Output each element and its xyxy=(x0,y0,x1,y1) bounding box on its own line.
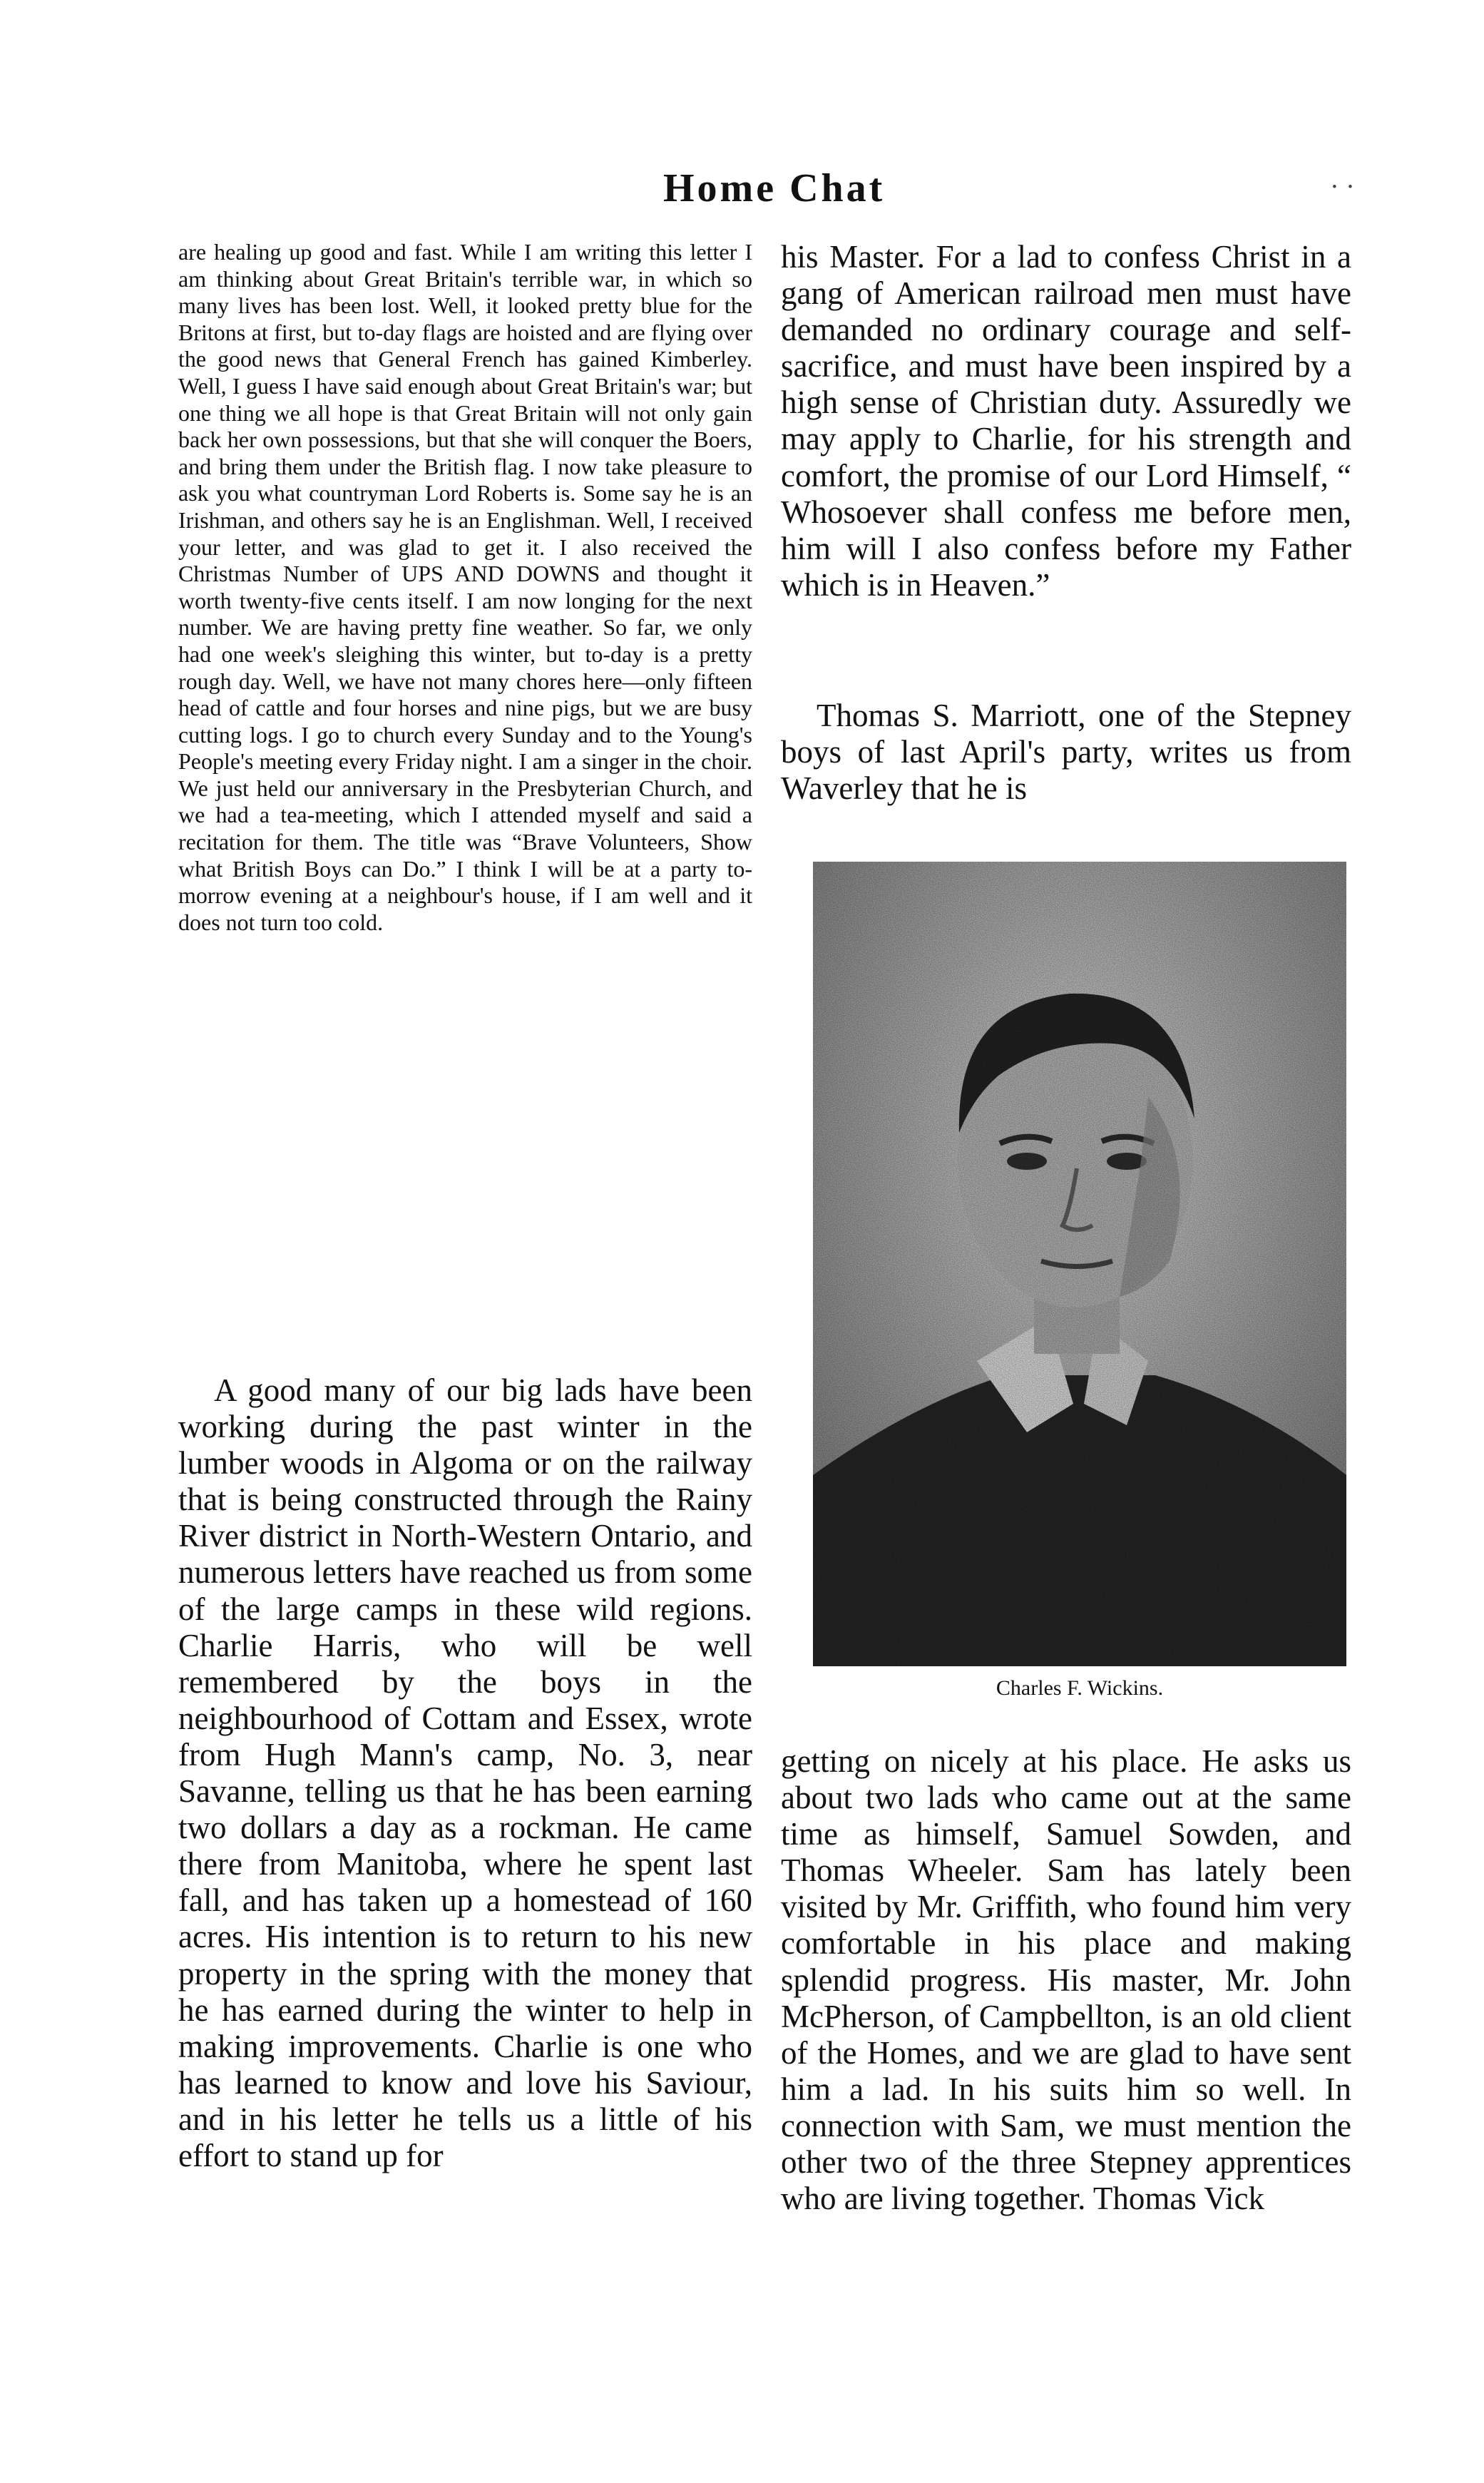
article-paragraph-lumber-woods: A good many of our big lads have been working during the past winter in the lumber woods in Algoma or on the railway that is being constructed through the Rainy River district in North-Western Ontario, and numerous letters have reached us from some of the large camps in these wild regions. Charlie Harris, who will be well remembered by the boys in the neighbourhood of Cottam and Essex, wrote from Hugh Mann's camp, No. 3, near Savanne, telling us that he has been earning two dollars a day as a rockman. He came there from Manitoba, where he spent last fall, and has taken up a homestead of 160 acres. His intention is to return to his new property in the spring with the money that he has earned during the winter to help in making improvements. Charlie is one who has learned to know and love his Saviour, and in his letter he tells us a little of his effort to stand up for xyxy=(178,1372,752,2173)
article-paragraph-marriott: Thomas S. Marriott, one of the Stepney boys of last April's party, writes us from Waverley that he is xyxy=(781,698,1351,807)
right-article-bottom xyxy=(781,1743,1351,2217)
right-article-continuation xyxy=(781,239,1351,603)
left-article-block xyxy=(178,1372,752,2174)
letter-paragraph: are healing up good and fast. While I am writing this letter I am thinking about Great Britain's terrible war, in which so many lives has been lost. Well, it looked pretty blue for the Britons at first, but to-day flags are hoisted and are flying over the good news that General French has gained Kimberley. Well, I guess I have said enough about Great Britain's war; but one thing we all hope is that Great Britain will not only gain back her own possessions, but that she will conquer the Boers, and bring them under the British flag. I now take pleasure to ask you what countryman Lord Roberts is. Some say he is an Irishman, and others say he is an Englishman. Well, I received your letter, and was glad to get it. I also received the Christmas Number of UPS AND DOWNS and thought it worth twenty-five cents itself. I am now longing for the next number. We are having pretty fine weather. So far, we only had one week's sleighing this winter, but to-day is a pretty rough day. Well, we have not many chores here—only fifteen head of cattle and four horses and nine pigs, but we are busy cutting logs. I go to church every Sunday and to the Young's People's meeting every Friday night. I am a singer in the choir. We just held our anniversary in the Presbyterian Church, and we had a tea-meeting, which I attended myself and said a recitation for them. The title was “Brave Volunteers, Show what British Boys can Do.” I think I will be at a party to-morrow evening at a neighbour's house, if I am well and it does not turn too cold. xyxy=(178,239,752,935)
page-number: · · xyxy=(1330,172,1355,202)
article-paragraph-sowden-wheeler: getting on nicely at his place. He asks us about two lads who came out at the same time as himself, Samuel Sowden, and Thomas Wheeler. Sam has lately been visited by Mr. Griffith, who found him very comfortable in his place and making splendid progress. His master, Mr. John McPherson, of Campbellton, is an old client of the Homes, and we are glad to have sent him a lad. In his suits him so well. In connection with Sam, we must mention the other two of the three Stepney apprentices who are living together. Thomas Vick xyxy=(781,1743,1351,2217)
article-paragraph-continuation: his Master. For a lad to confess Christ in a gang of American railroad men must have demanded no ordinary courage and self-sacrifice, and must have been inspired by a high sense of Christian duty. Assuredly we may apply to Charlie, for his strength and comfort, the promise of our Lord Himself, “ Whosoever shall confess me before men, him will I also confess before my Father which is in Heaven.” xyxy=(781,239,1351,603)
photo-caption: Charles F. Wickins. xyxy=(996,1676,1164,1700)
letter-text-block xyxy=(178,239,752,936)
page-header-title: Home Chat xyxy=(663,166,886,210)
portrait-photo xyxy=(813,862,1346,1666)
right-article-marriott xyxy=(781,698,1351,807)
